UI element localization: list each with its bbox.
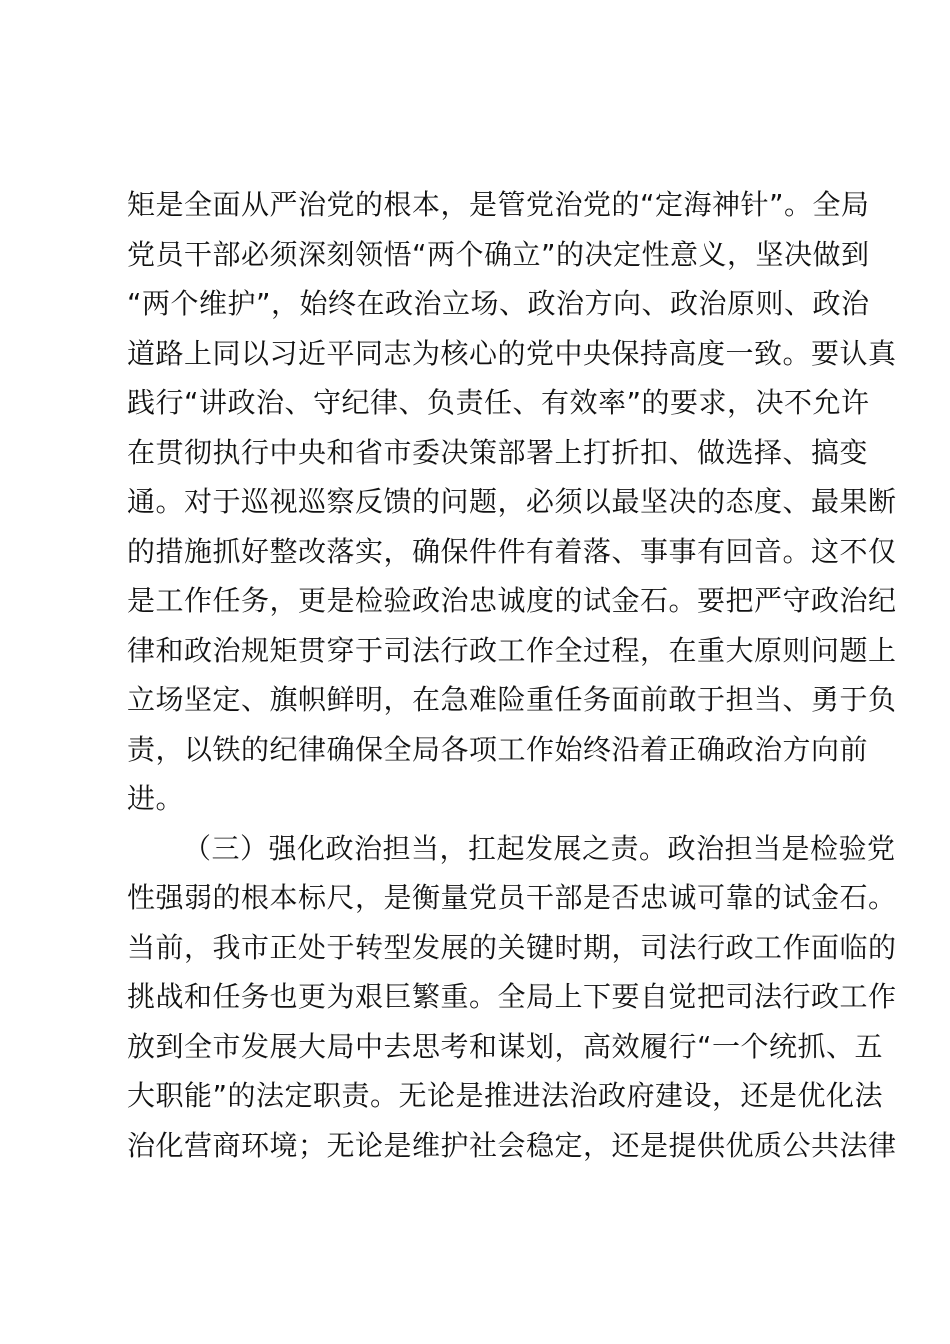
text-line: 在贯彻执行中央和省市委决策部署上打折扣、做选择、搞变 — [127, 435, 869, 469]
body-text — [127, 180, 897, 1170]
text-line: 放到全市发展大局中去思考和谋划，高效履行“一个统抓、五 — [127, 1029, 884, 1063]
text-line: 通。对于巡视巡察反馈的问题，必须以最坚决的态度、最果断 — [127, 485, 897, 518]
text-line: 性强弱的根本标尺，是衡量党员干部是否忠诚可靠的试金石。 — [127, 881, 897, 914]
section-heading-line: （三）强化政治担当，扛起发展之责。政治担当是检验党 — [183, 831, 896, 865]
text-line: 是工作任务，更是检验政治忠诚度的试金石。要把严守政治纪 — [127, 584, 897, 617]
text-line: 律和政治规矩贯穿于司法行政工作全过程，在重大原则问题上 — [127, 633, 897, 667]
text-line: 大职能”的法定职责。无论是推进法治政府建设，还是优化法 — [127, 1079, 884, 1112]
text-line: 的措施抓好整改落实，确保件件有着落、事事有回音。这不仅 — [127, 534, 897, 568]
text-line: “两个维护”，始终在政治立场、政治方向、政治原则、政治 — [127, 287, 870, 320]
text-line: 责，以铁的纪律确保全局各项工作始终沿着正确政治方向前 — [127, 732, 869, 766]
text-line: 道路上同以习近平同志为核心的党中央保持高度一致。要认真 — [127, 336, 897, 370]
text-line: 党员干部必须深刻领悟“两个确立”的决定性意义，坚决做到 — [127, 237, 870, 271]
text-line: 治化营商环境；无论是维护社会稳定，还是提供优质公共法律 — [127, 1128, 897, 1162]
paragraph-end-line: 进。 — [127, 782, 185, 815]
text-line: 践行“讲政治、守纪律、负责任、有效率”的要求，决不允许 — [127, 386, 870, 419]
text-line: 立场坚定、旗帜鲜明，在急难险重任务面前敢于担当、勇于负 — [127, 683, 897, 716]
text-line: 矩是全面从严治党的根本，是管党治党的“定海神针”。全局 — [127, 188, 870, 221]
text-line: 挑战和任务也更为艰巨繁重。全局上下要自觉把司法行政工作 — [127, 980, 897, 1013]
text-line: 当前，我市正处于转型发展的关键时期，司法行政工作面临的 — [127, 930, 897, 964]
